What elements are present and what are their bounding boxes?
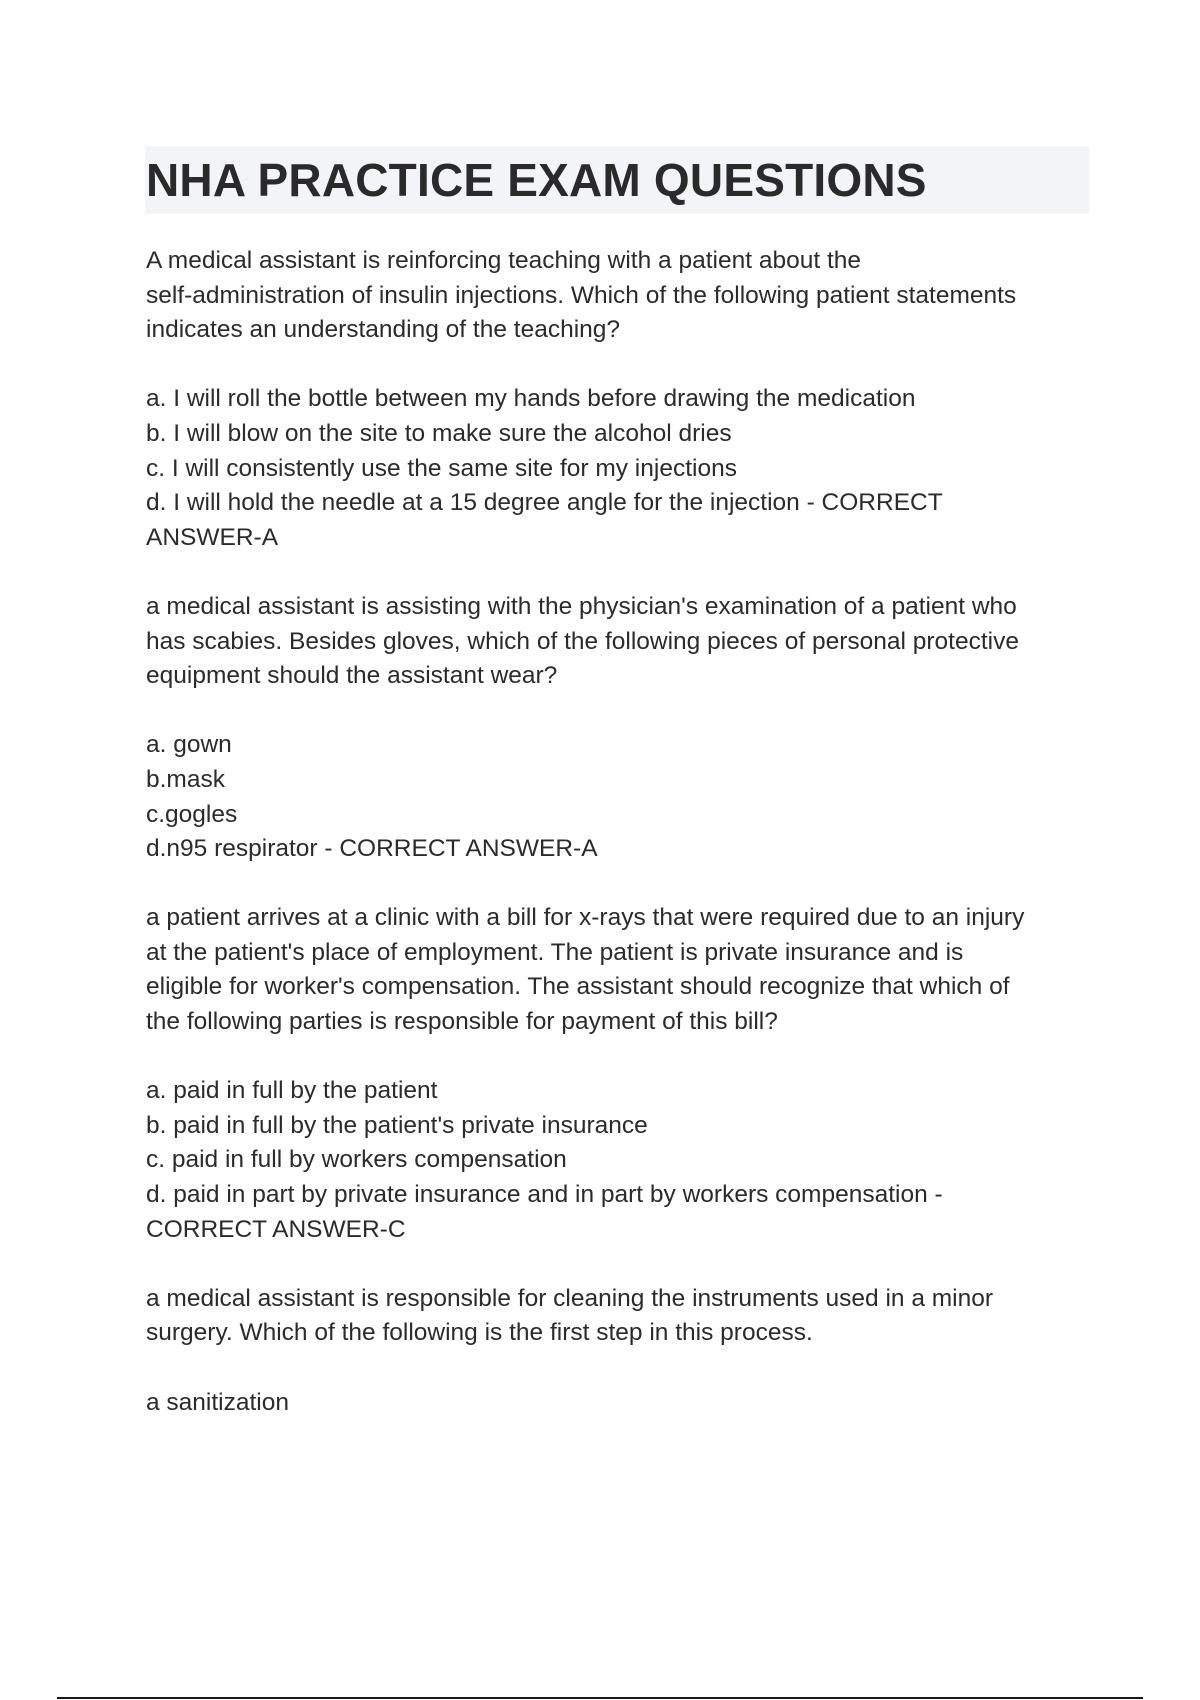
option-line: b. I will blow on the site to make sure the alcohol dries bbox=[146, 419, 732, 447]
question-list bbox=[146, 244, 1096, 1455]
stem-line: a patient arrives at a clinic with a bill for x-rays that were required due to an injury bbox=[146, 904, 1025, 932]
stem-line: equipment should the assistant wear? bbox=[146, 662, 558, 690]
option-line: c.gogles bbox=[146, 800, 238, 828]
option-line: a sanitization bbox=[146, 1388, 290, 1416]
question-stem bbox=[146, 244, 1096, 348]
option-line: d. paid in part by private insurance and in part by workers compensation - bbox=[146, 1181, 943, 1209]
stem-line: has scabies. Besides gloves, which of the following pieces of personal protective bbox=[146, 627, 1019, 655]
option-line: c. I will consistently use the same site for my injections bbox=[146, 454, 737, 482]
stem-line: self-administration of insulin injections. Which of the following patient statements bbox=[146, 281, 1017, 309]
page-title: NHA PRACTICE EXAM QUESTIONS bbox=[146, 154, 927, 206]
option-line: b.mask bbox=[146, 765, 225, 793]
option-line: a. I will roll the bottle between my hands before drawing the medication bbox=[146, 385, 916, 413]
answer-options bbox=[146, 382, 1096, 555]
option-line: b. paid in full by the patient's private insurance bbox=[146, 1111, 648, 1139]
stem-line: eligible for worker's compensation. The assistant should recognize that which of bbox=[146, 973, 1010, 1001]
stem-line: at the patient's place of employment. The patient is private insurance and is bbox=[146, 938, 964, 966]
option-line: d. I will hold the needle at a 15 degree angle for the injection - CORRECT bbox=[146, 489, 943, 517]
question-stem bbox=[146, 1282, 1096, 1351]
answer-options bbox=[146, 728, 1096, 866]
correct-answer-line: ANSWER-A bbox=[146, 523, 279, 551]
stem-line: surgery. Which of the following is the first step in this process. bbox=[146, 1319, 813, 1347]
answer-options bbox=[146, 1386, 1096, 1421]
question-stem bbox=[146, 590, 1096, 694]
page-bottom-divider bbox=[57, 1697, 1143, 1699]
option-line: c. paid in full by workers compensation bbox=[146, 1146, 567, 1174]
option-line: a. paid in full by the patient bbox=[146, 1077, 438, 1105]
stem-line: indicates an understanding of the teaching? bbox=[146, 316, 621, 344]
stem-line: the following parties is responsible for payment of this bill? bbox=[146, 1008, 778, 1036]
stem-line: a medical assistant is assisting with the physician's examination of a patient who bbox=[146, 592, 1017, 620]
option-line: a. gown bbox=[146, 731, 232, 759]
stem-line: a medical assistant is responsible for cleaning the instruments used in a minor bbox=[146, 1284, 994, 1312]
stem-line: A medical assistant is reinforcing teaching with a patient about the bbox=[146, 247, 861, 274]
correct-answer-line: d.n95 respirator - CORRECT ANSWER-A bbox=[146, 835, 598, 863]
question-stem bbox=[146, 901, 1096, 1039]
correct-answer-line: CORRECT ANSWER-C bbox=[146, 1215, 406, 1243]
answer-options bbox=[146, 1074, 1096, 1247]
